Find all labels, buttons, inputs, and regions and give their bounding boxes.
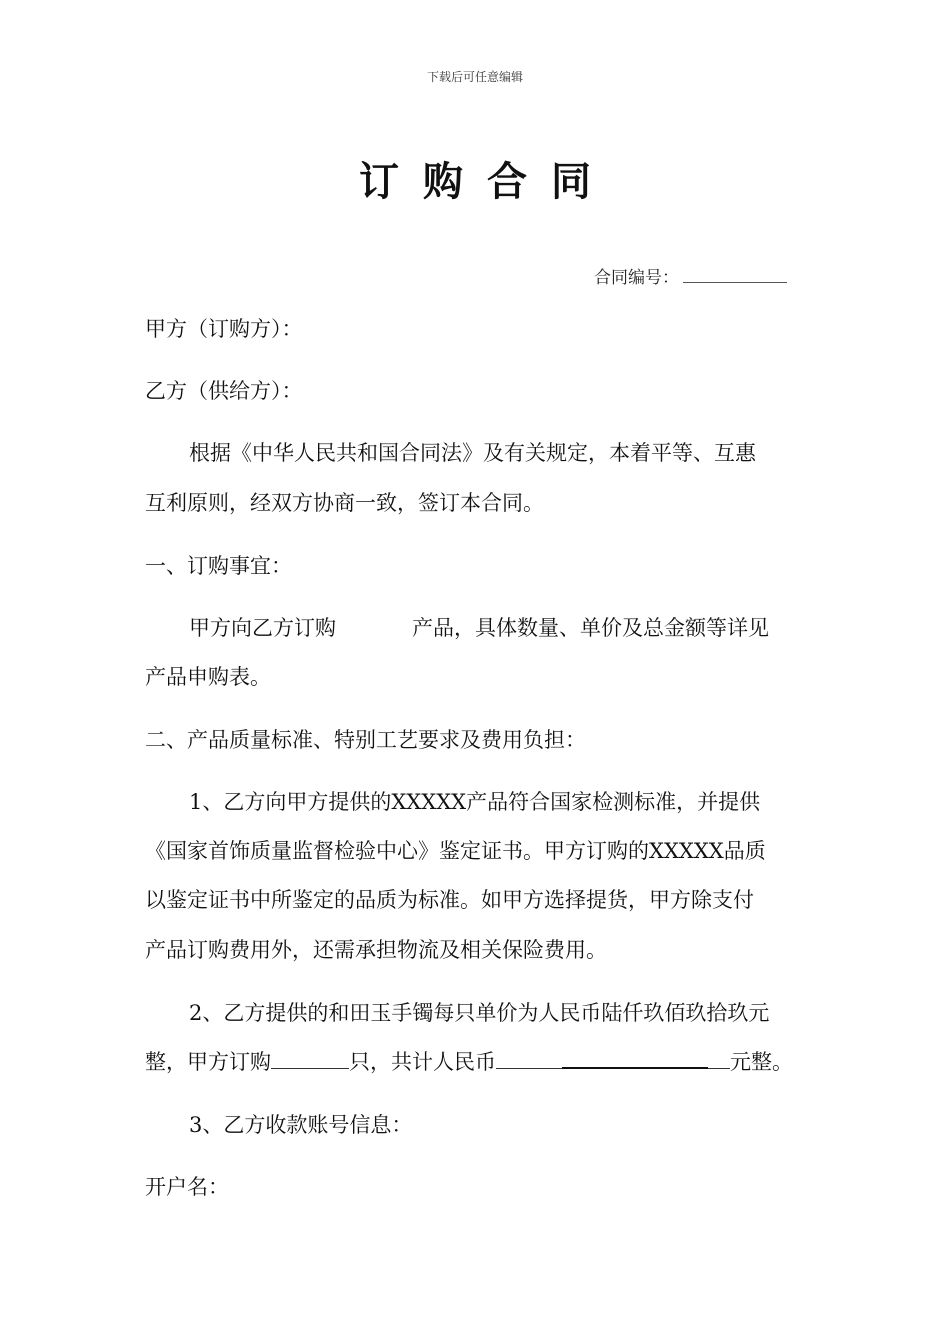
amount-blank-a: [496, 1048, 562, 1069]
intro-line-2: 互利原则，经双方协商一致，签订本合同。: [145, 491, 544, 515]
quantity-blank: [271, 1048, 349, 1069]
item-1-line-2: 《国家首饰质量监督检验中心》鉴定证书。甲方订购的XXXXX品质: [145, 839, 766, 863]
section-1-text-b: 产品，具体数量、单价及总金额等详见: [412, 616, 769, 640]
amount-blank-b: [562, 1047, 708, 1069]
item-3-line-1: 3、乙方收款账号信息：: [189, 1113, 413, 1137]
amount-blank-c: [708, 1048, 730, 1069]
item-2-line-1: 2、乙方提供的和田玉手镯每只单价为人民币陆仟玖佰玖拾玖元: [189, 1001, 770, 1025]
item-1-line-1: 1、乙方向甲方提供的XXXXX产品符合国家检测标准，并提供: [189, 790, 761, 814]
intro-line-1: 根据《中华人民共和国合同法》及有关规定，本着平等、互惠: [189, 441, 756, 465]
party-a-label: 甲方（订购方）：: [145, 317, 303, 341]
item-2-text-b: 只，共计人民币: [349, 1050, 496, 1074]
page-header: 下载后可任意编辑: [426, 70, 523, 84]
contract-number-label: 合同编号：: [594, 268, 679, 288]
section-1-line-1: [189, 612, 769, 642]
party-b-label: 乙方（供给方）：: [145, 379, 303, 403]
item-2-text-a: 整，甲方订购: [145, 1050, 271, 1074]
item-2-line-2: [145, 1046, 793, 1076]
contract-number: [594, 263, 787, 288]
item-2-text-c: 元整。: [730, 1050, 793, 1074]
account-name-label: 开户名：: [145, 1175, 229, 1199]
section-1-text-a: 甲方向乙方订购: [189, 616, 336, 640]
item-1-line-4: 产品订购费用外，还需承担物流及相关保险费用。: [145, 938, 607, 962]
document-title: 订购合同: [359, 158, 615, 205]
item-1-line-3: 以鉴定证书中所鉴定的品质为标准。如甲方选择提货，甲方除支付: [145, 888, 754, 912]
section-1-line-2: 产品申购表。: [145, 665, 271, 689]
section-2-heading: 二、产品质量标准、特别工艺要求及费用负担：: [145, 728, 586, 752]
section-1-heading: 一、订购事宜：: [145, 554, 292, 578]
contract-number-blank: [683, 265, 787, 283]
